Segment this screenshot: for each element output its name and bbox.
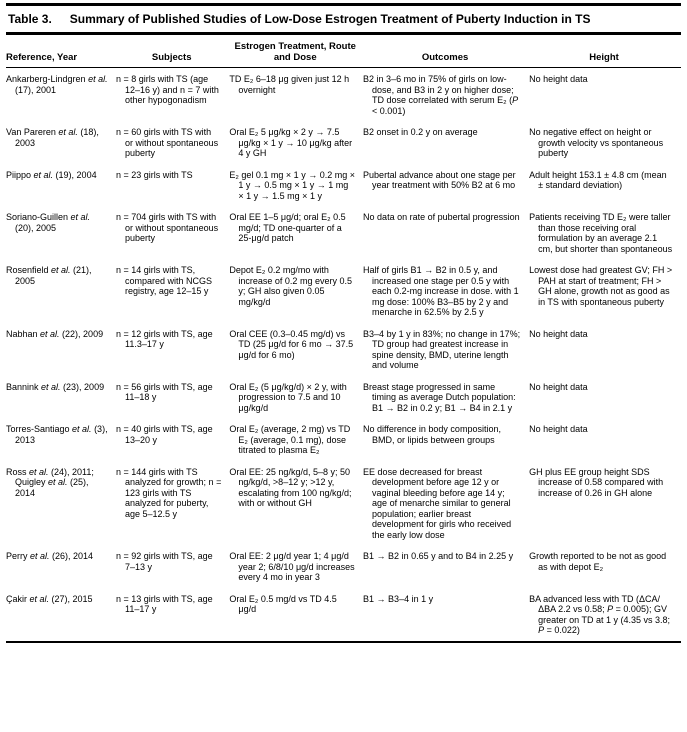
table-row xyxy=(6,467,681,552)
outcomes-cell: EE dose decreased for breast development before age 12 y or vaginal bleeding before age 14 y; age of menarche similar to general population; earlier breast development for girls who received the early low dose xyxy=(363,466,512,540)
reference-cell: Torres-Santiago et al. (3), 2013 xyxy=(6,424,108,445)
outcomes-cell: Breast stage progressed in same timing as average Dutch population: B1 → B2 in 0.2 y; B1 → B4 in 2.1 y xyxy=(363,381,516,413)
table-row xyxy=(6,424,681,467)
reference-cell: Piippo et al. (19), 2004 xyxy=(6,169,97,180)
header-row xyxy=(6,35,681,68)
subjects-cell: n = 12 girls with TS, age 11.3–17 y xyxy=(116,328,213,349)
treatment-cell: E₂ gel 0.1 mg × 1 y → 0.2 mg × 1 y → 0.5 mg × 1 y → 1 mg × 1 y → 1.5 mg × 1 y xyxy=(229,169,355,201)
subjects-cell: n = 704 girls with TS with or without spontaneous puberty xyxy=(116,212,219,243)
studies-table xyxy=(6,35,681,643)
treatment-cell: Oral E₂ (average, 2 mg) vs TD E₂ (average, 0.1 mg), dose titrated to plasma E₂ xyxy=(229,424,351,455)
subjects-cell: n = 92 girls with TS, age 7–13 y xyxy=(116,551,213,572)
table-row xyxy=(6,127,681,170)
outcomes-cell: Pubertal advance about one stage per year treatment with 50% B2 at 6 mo xyxy=(363,169,516,190)
height-cell: Growth reported to be not as good as with depot E₂ xyxy=(529,551,667,572)
table-row xyxy=(6,265,681,329)
treatment-cell: Depot E₂ 0.2 mg/mo with increase of 0.2 mg every 0.5 y; GH also given 0.05 mg/kg/d xyxy=(229,265,352,307)
subjects-cell: n = 23 girls with TS xyxy=(116,169,193,180)
outcomes-cell: No data on rate of pubertal progression xyxy=(363,212,520,222)
table-row xyxy=(6,68,681,128)
col-header-height: Height xyxy=(529,35,681,68)
treatment-cell: Oral E₂ (5 μg/kg/d) × 2 y, with progression to 7.5 and 10 μg/kg/d xyxy=(229,381,347,413)
height-cell: No height data xyxy=(529,328,588,339)
subjects-cell: n = 14 girls with TS, compared with NCGS registry, age 12–15 y xyxy=(116,265,213,296)
subjects-cell: n = 13 girls with TS, age 11–17 y xyxy=(116,593,213,614)
treatment-cell: Oral EE 1–5 μg/d; oral E₂ 0.5 mg/d; TD one-quarter of a 25-μg/d patch xyxy=(229,212,346,243)
col-header-reference: Reference, Year xyxy=(6,35,116,68)
table-row xyxy=(6,329,681,382)
col-header-treatment: Estrogen Treatment, Route and Dose xyxy=(229,35,363,68)
height-cell: Lowest dose had greatest GV; FH > PAH at start of treatment; FH > GH alone, growth not as good as in TS with spontaneous puberty xyxy=(529,265,673,307)
height-cell: Patients receiving TD E₂ were taller than those receiving oral formulation by an average 2.1 cm, but shorter than spontaneous xyxy=(529,212,673,254)
subjects-cell: n = 40 girls with TS, age 13–20 y xyxy=(116,424,213,445)
reference-cell: Bannink et al. (23), 2009 xyxy=(6,381,105,392)
table-title xyxy=(6,3,681,35)
treatment-cell: Oral CEE (0.3–0.45 mg/d) vs TD (25 μg/d for 6 mo → 37.5 μg/d for 6 mo) xyxy=(229,328,354,360)
table-row xyxy=(6,382,681,425)
height-cell: No height data xyxy=(529,74,588,84)
outcomes-cell: B3–4 by 1 y in 83%; no change in 17%; TD group had greatest increase in spine density, BMD, uterine length and volume xyxy=(363,328,521,370)
height-cell: Adult height 153.1 ± 4.8 cm (mean ± standard deviation) xyxy=(529,169,667,190)
height-cell: BA advanced less with TD (ΔCA/ΔBA 2.2 vs 0.58; P = 0.005); GV greater on TD at 1 y (4.35 vs 3.8; P = 0.022) xyxy=(529,593,670,635)
table-row xyxy=(6,594,681,642)
treatment-cell: Oral EE: 2 μg/d year 1; 4 μg/d year 2; 6/8/10 μg/d increases every 4 mo in year 3 xyxy=(229,551,355,582)
reference-cell: Ankarberg-Lindgren et al. (17), 2001 xyxy=(6,74,108,95)
table-row xyxy=(6,551,681,594)
height-cell: No height data xyxy=(529,381,588,392)
reference-cell: Perry et al. (26), 2014 xyxy=(6,551,94,561)
treatment-cell: TD E₂ 6–18 μg given just 12 h overnight xyxy=(229,74,350,95)
reference-cell: Nabhan et al. (22), 2009 xyxy=(6,328,104,339)
subjects-cell: n = 8 girls with TS (age 12–16 y) and n = 7 with other hypogonadism xyxy=(116,74,219,105)
reference-cell: Çakir et al. (27), 2015 xyxy=(6,593,93,604)
table-row xyxy=(6,170,681,213)
treatment-cell: Oral E₂ 5 μg/kg × 2 y → 7.5 μg/kg × 1 y → 10 μg/kg after 4 y GH xyxy=(229,127,353,158)
subjects-cell: n = 60 girls with TS with or without spontaneous puberty xyxy=(116,127,219,158)
subjects-cell: n = 56 girls with TS, age 11–18 y xyxy=(116,381,213,402)
height-cell: GH plus EE group height SDS increase of 0.58 compared with increase of 0.26 in GH alone xyxy=(529,466,664,498)
col-header-subjects: Subjects xyxy=(116,35,229,68)
reference-cell: Van Pareren et al. (18), 2003 xyxy=(6,127,99,148)
treatment-cell: Oral EE: 25 ng/kg/d, 5–8 y; 50 ng/kg/d, >8–12 y; >12 y, escalating from 100 ng/kg/d; with or without GH xyxy=(229,466,352,508)
reference-cell: Rosenfield et al. (21), 2005 xyxy=(6,265,92,286)
table-number: Table 3. xyxy=(8,12,52,26)
height-cell: No height data xyxy=(529,424,588,434)
treatment-cell: Oral E₂ 0.5 mg/d vs TD 4.5 μg/d xyxy=(229,593,337,614)
col-header-outcomes: Outcomes xyxy=(363,35,529,68)
outcomes-cell: B1 → B2 in 0.65 y and to B4 in 2.25 y xyxy=(363,551,514,561)
outcomes-cell: B2 in 3–6 mo in 75% of girls on low-dose, and B3 in 2 y on higher dose; TD dose correlated with serum E₂ (P < 0.001) xyxy=(363,74,519,116)
outcomes-cell: B2 onset in 0.2 y on average xyxy=(363,127,478,137)
subjects-cell: n = 144 girls with TS analyzed for growth; n = 123 girls with TS analyzed for puberty, age 5–12.5 y xyxy=(116,466,222,519)
outcomes-cell: Half of girls B1 → B2 in 0.5 y, and increased one stage per 0.5 y with each 0.2-mg increase in dose. with 1 mg dose: 100% B3–B5 by 2 y and menarche in 62.5% by 2.5 y xyxy=(363,265,519,317)
table-row xyxy=(6,212,681,265)
height-cell: No negative effect on height or growth velocity vs spontaneous puberty xyxy=(529,127,664,158)
outcomes-cell: No difference in body composition, BMD, or lipids between groups xyxy=(363,424,501,445)
outcomes-cell: B1 → B3–4 in 1 y xyxy=(363,593,434,604)
table-title-text: Summary of Published Studies of Low-Dose Estrogen Treatment of Puberty Induction in TS xyxy=(69,12,591,26)
reference-cell: Soriano-Guillen et al. (20), 2005 xyxy=(6,212,91,233)
reference-cell: Ross et al. (24), 2011; Quigley et al. (25), 2014 xyxy=(6,466,94,498)
